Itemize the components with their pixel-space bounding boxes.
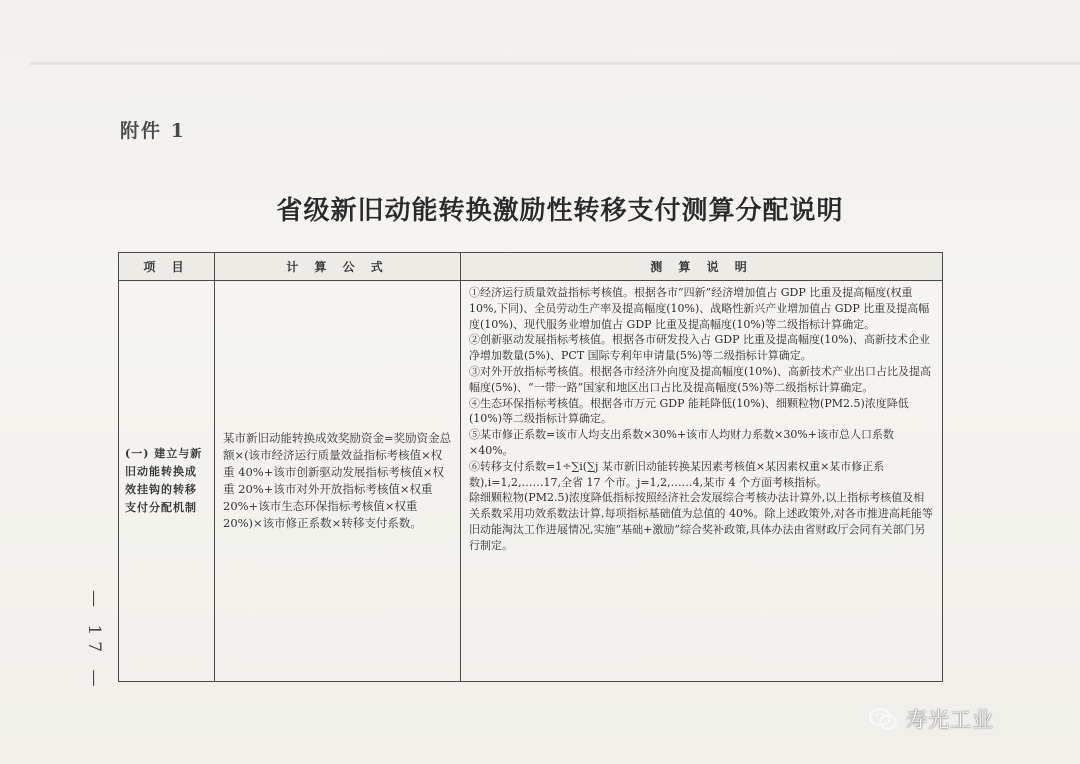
description-paragraph: ①经济运行质量效益指标考核值。根据各市“四新”经济增加值占 GDP 比重及提高幅度(权重 10%,下同)、全员劳动生产率及提高幅度(10%)、战略性新兴产业增加值占 GDP 比重及提高幅度(10%)、现代服务业增加值占 GDP 比重及提高幅度(10%)等二级指标计算确定。 bbox=[469, 286, 930, 331]
table-row bbox=[119, 281, 943, 682]
description-cell bbox=[461, 281, 943, 682]
watermark-text: 寿光工业 bbox=[906, 708, 994, 732]
item-cell: (一) 建立与新旧动能转换成效挂钩的转移支付分配机制 bbox=[119, 281, 215, 682]
description-paragraph: 除细颗粒物(PM2.5)浓度降低指标按照经济社会发展综合考核办法计算外,以上指标考核值及相关系数采用功效系数法计算,每项指标基础值为总值的 40%。除上述政策外,对各市推进高耗能等旧动能淘汰工作进展情况,实施“基础+激励”综合奖补政策,具体办法由省财政厅会同有关部门另行制定。 bbox=[469, 491, 933, 552]
description-paragraph: ⑥转移支付系数=1÷∑i(∑j 某市新旧动能转换某因素考核值×某因素权重×某市修正系数),i=1,2,……17,全省 17 个市。j=1,2,……4,某市 4 个方面考核指标。 bbox=[469, 459, 885, 489]
wechat-icon bbox=[868, 707, 898, 731]
document-title: 省级新旧动能转换激励性转移支付测算分配说明 bbox=[276, 196, 844, 226]
watermark bbox=[868, 704, 994, 734]
header-description: 测 算 说 明 bbox=[461, 253, 943, 281]
table-header-row bbox=[119, 253, 943, 281]
allocation-table bbox=[118, 252, 943, 682]
attachment-label: 附件 1 bbox=[120, 120, 186, 142]
formula-cell: 某市新旧动能转换成效奖励资金=奖励资金总额×(该市经济运行质量效益指标考核值×权重 40%+该市创新驱动发展指标考核值×权重 20%+该市对外开放指标考核值×权重 20%+该市生态环保指标考核值×权重 20%)×该市修正系数×转移支付系数。 bbox=[215, 281, 461, 682]
header-formula: 计 算 公 式 bbox=[215, 253, 461, 281]
description-paragraph: ②创新驱动发展指标考核值。根据各市研发投入占 GDP 比重及提高幅度(10%)、高新技术企业净增加数量(5%)、PCT 国际专利年申请量(5%)等二级指标计算确定。 bbox=[469, 333, 931, 363]
description-paragraph: ⑤某市修正系数=该市人均支出系数×30%+该市人均财力系数×30%+该市总人口系数×40%。 bbox=[469, 428, 894, 457]
scan-artifact-line bbox=[30, 62, 1080, 65]
header-item: 项 目 bbox=[119, 253, 215, 281]
description-paragraph: ③对外开放指标考核值。根据各市经济外向度及提高幅度(10%)、高新技术产业出口占比及提高幅度(5%)、“一带一路”国家和地区出口占比及提高幅度(5%)等二级指标计算确定。 bbox=[469, 364, 932, 394]
page-number: — 17 — bbox=[84, 590, 104, 693]
description-paragraph: ④生态环保指标考核值。根据各市万元 GDP 能耗降低(10%)、细颗粒物(PM2.5)浓度降低(10%)等二级指标计算确定。 bbox=[469, 396, 909, 426]
